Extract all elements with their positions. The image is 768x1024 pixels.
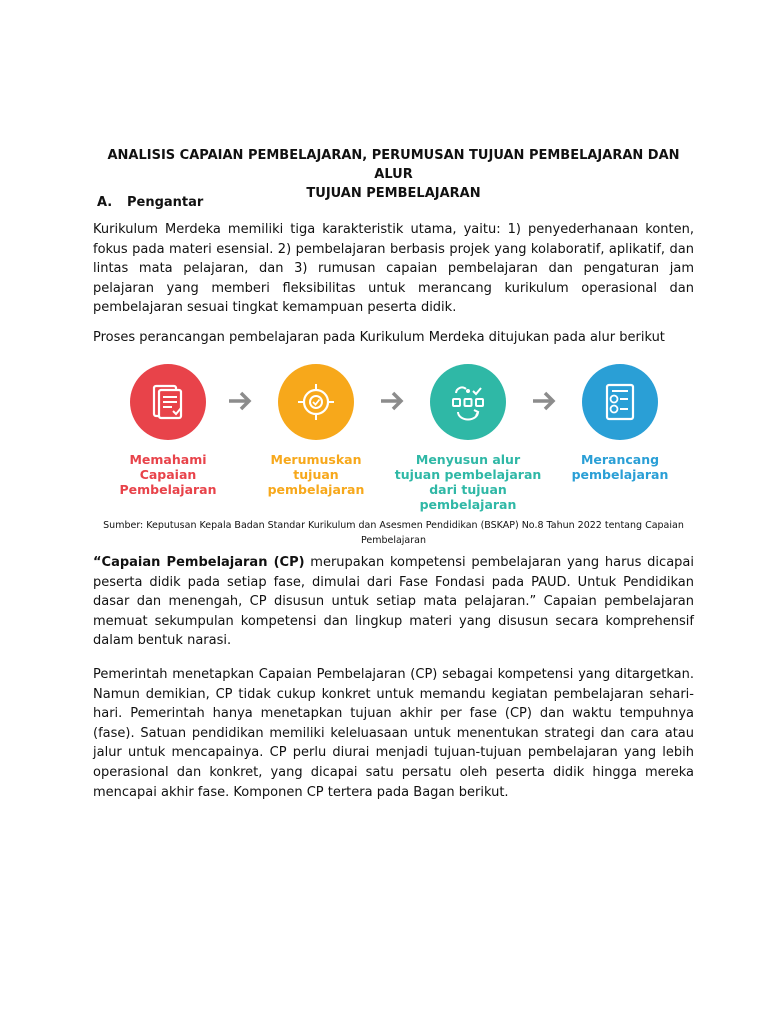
step-3-label-line-4: pembelajaran bbox=[419, 497, 517, 512]
step-1-label-line-2: Capaian bbox=[139, 467, 197, 482]
step-3-label-line-3: dari tujuan bbox=[429, 482, 507, 497]
flow-step-3 bbox=[393, 358, 543, 512]
step-2-label bbox=[241, 452, 391, 497]
section-heading bbox=[97, 195, 203, 210]
source-line-1: Sumber: Keputusan Kepala Badan Standar Kurikulum dan Asesmen Pendidikan (BSKAP) No.8 Tahun 2022 tentang Capaian bbox=[103, 520, 684, 531]
paragraph-intro: Kurikulum Merdeka memiliki tiga karakteristik utama, yaitu: 1) penyederhanaan konten, fokus pada materi esensial. 2) pembelajaran berbasis projek yang kolaboratif, aplikatif, dan lintas mata pelajaran, dan 3) rumusan capaian pembelajaran dan pengaturan jam pelajaran yang memberi fleksibilitas untuk merancang kurikulum operasional dan pembelajaran sesuai tingkat kemampuan peserta didik. bbox=[93, 222, 694, 316]
flow-step-1 bbox=[93, 358, 243, 497]
step-4-label-line-2: pembelajaran bbox=[571, 467, 669, 482]
step-2-label-line-3: pembelajaran bbox=[267, 482, 365, 497]
step-1-circle bbox=[130, 364, 206, 440]
paragraph-government: Pemerintah menetapkan Capaian Pembelajaran (CP) sebagai kompetensi yang ditargetkan. Namun demikian, CP tidak cukup konkret untuk memandu kegiatan pembelajaran sehari-hari. Pemerintah hanya menetapkan tujuan akhir per fase (CP) dan waktu tempuhnya (fase). Satuan pendidikan memiliki keleluasaan untuk menentukan strategi dan cara atau jalur untuk mencapainya. CP perlu diurai menjadi tujuan-tujuan pembelajaran yang lebih operasional dan konkret, yang dicapai satu persatu oleh peserta didik hingga mereka mencapai akhir fase. Komponen CP tertera pada Bagan berikut. bbox=[93, 667, 694, 800]
section-number: A. bbox=[97, 195, 113, 210]
paragraph-process: Proses perancangan pembelajaran pada Kurikulum Merdeka ditujukan pada alur berikut bbox=[93, 330, 665, 345]
step-1-label-line-3: Pembelajaran bbox=[119, 482, 217, 497]
figure-source-caption bbox=[93, 518, 694, 548]
target-icon bbox=[296, 382, 336, 422]
step-4-label bbox=[545, 452, 695, 482]
step-3-label-line-1: Menyusun alur bbox=[415, 452, 521, 467]
paragraph-cp-definition bbox=[93, 553, 694, 651]
step-1-label bbox=[93, 452, 243, 497]
quiz-sheet-icon bbox=[600, 382, 640, 422]
title-line-2: TUJUAN PEMBELAJARAN bbox=[306, 186, 481, 201]
step-2-circle bbox=[278, 364, 354, 440]
flow-step-2 bbox=[241, 358, 391, 497]
step-3-circle bbox=[430, 364, 506, 440]
step-2-label-line-2: tujuan bbox=[293, 467, 339, 482]
step-3-label-line-2: tujuan pembelajaran bbox=[394, 467, 542, 482]
title-line-1: ANALISIS CAPAIAN PEMBELAJARAN, PERUMUSAN TUJUAN PEMBELAJARAN DAN ALUR bbox=[107, 148, 680, 182]
step-2-label-line-1: Merumuskan bbox=[270, 452, 362, 467]
step-3-label bbox=[393, 452, 543, 512]
source-line-2: Pembelajaran bbox=[360, 535, 427, 546]
flow-step-4 bbox=[545, 358, 695, 482]
cp-definition-text: merupakan kompetensi pembelajaran yang harus dicapai peserta didik pada setiap fase, dimulai dari Fase Fondasi pada PAUD. Untuk Pendidikan dasar dan menengah, CP disusun untuk setiap mata pelajaran.” Capaian pembelajaran memuat sekumpulan kompetensi dan lingkup materi yang disusun secara komprehensif dalam bentuk narasi. bbox=[93, 555, 694, 649]
step-4-circle bbox=[582, 364, 658, 440]
flow-grid-icon bbox=[448, 382, 488, 422]
cp-term: “Capaian Pembelajaran (CP) bbox=[93, 555, 305, 570]
step-4-label-line-1: Merancang bbox=[580, 452, 660, 467]
step-1-label-line-1: Memahami bbox=[129, 452, 207, 467]
section-label: Pengantar bbox=[127, 195, 204, 210]
process-flow-diagram bbox=[93, 358, 694, 512]
document-checklist-icon bbox=[148, 382, 188, 422]
